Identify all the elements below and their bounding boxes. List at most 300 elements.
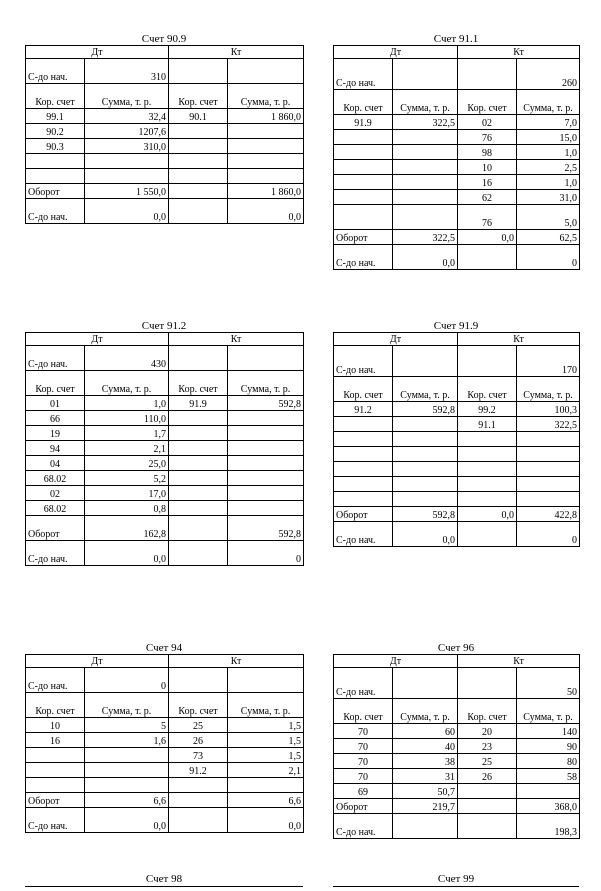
opening-credit bbox=[228, 59, 304, 84]
debit-sum: 1,0 bbox=[85, 396, 169, 411]
account-title-99: Счет 99 bbox=[437, 873, 475, 885]
opening-label: С-до нач. bbox=[26, 59, 85, 84]
turnover-credit-corr bbox=[458, 799, 517, 814]
debit-corr-account bbox=[26, 763, 85, 778]
debit-sum: 5 bbox=[85, 718, 169, 733]
table-row bbox=[334, 477, 580, 492]
corr-account-header: Кор. счет bbox=[26, 84, 85, 109]
table-row bbox=[334, 447, 580, 462]
debit-corr-account bbox=[334, 432, 393, 447]
debit-sum bbox=[85, 778, 169, 793]
credit-sum: 1 860,0 bbox=[228, 109, 304, 124]
account-title: Счет 94 bbox=[145, 642, 183, 654]
credit-sum: 2,1 bbox=[228, 763, 304, 778]
debit-corr-account bbox=[334, 160, 393, 175]
credit-corr-account bbox=[169, 471, 228, 486]
debit-corr-account: 90.2 bbox=[26, 124, 85, 139]
debit-corr-account bbox=[334, 417, 393, 432]
credit-corr-account: 91.2 bbox=[169, 763, 228, 778]
turnover-credit-corr: 0,0 bbox=[458, 507, 517, 522]
account-table bbox=[25, 332, 304, 566]
turnover-debit: 6,6 bbox=[85, 793, 169, 808]
credit-corr-account bbox=[169, 154, 228, 169]
debit-sum: 31 bbox=[393, 769, 458, 784]
table-row bbox=[26, 109, 304, 124]
closing-credit: 0 bbox=[517, 522, 580, 547]
credit-sum bbox=[517, 447, 580, 462]
credit-corr-account bbox=[169, 778, 228, 793]
closing-credit: 198,3 bbox=[517, 814, 580, 839]
opening-empty bbox=[458, 346, 517, 377]
credit-header: Кт bbox=[169, 46, 304, 59]
closing-empty bbox=[169, 199, 228, 224]
debit-corr-account: 70 bbox=[334, 724, 393, 739]
opening-credit: 170 bbox=[517, 346, 580, 377]
debit-sum bbox=[393, 432, 458, 447]
closing-debit: 0,0 bbox=[85, 541, 169, 566]
account-table bbox=[333, 332, 580, 547]
debit-corr-account bbox=[334, 477, 393, 492]
table-row bbox=[334, 784, 580, 799]
debit-header: Дт bbox=[334, 655, 458, 668]
debit-sum: 32,4 bbox=[85, 109, 169, 124]
table-row bbox=[26, 411, 304, 426]
opening-credit: 50 bbox=[517, 668, 580, 699]
credit-sum: 80 bbox=[517, 754, 580, 769]
sum-header: Сумма, т. р. bbox=[393, 699, 458, 724]
credit-sum bbox=[228, 486, 304, 501]
debit-corr-account: 19 bbox=[26, 426, 85, 441]
table-row bbox=[26, 396, 304, 411]
table-row bbox=[334, 432, 580, 447]
opening-label: С-до нач. bbox=[26, 346, 85, 371]
debit-sum bbox=[393, 205, 458, 230]
credit-sum bbox=[228, 471, 304, 486]
credit-sum bbox=[228, 456, 304, 471]
credit-corr-account: 76 bbox=[458, 205, 517, 230]
debit-sum: 1,7 bbox=[85, 426, 169, 441]
opening-debit bbox=[393, 668, 458, 699]
closing-debit: 0,0 bbox=[393, 522, 458, 547]
sum-header: Сумма, т. р. bbox=[393, 377, 458, 402]
credit-corr-account bbox=[458, 462, 517, 477]
credit-corr-account: 76 bbox=[458, 130, 517, 145]
table-row bbox=[334, 190, 580, 205]
debit-corr-account: 70 bbox=[334, 754, 393, 769]
debit-sum: 40 bbox=[393, 739, 458, 754]
credit-corr-account: 26 bbox=[458, 769, 517, 784]
opening-credit: 260 bbox=[517, 59, 580, 90]
corr-account-header: Кор. счет bbox=[169, 84, 228, 109]
table-row bbox=[26, 426, 304, 441]
closing-empty bbox=[169, 808, 228, 833]
debit-corr-account: 01 bbox=[26, 396, 85, 411]
account-table bbox=[25, 45, 304, 224]
account-block bbox=[333, 642, 579, 839]
credit-sum bbox=[517, 477, 580, 492]
credit-corr-account bbox=[169, 124, 228, 139]
table-row bbox=[334, 739, 580, 754]
debit-corr-account: 68.02 bbox=[26, 501, 85, 516]
debit-sum bbox=[85, 154, 169, 169]
debit-corr-account: 10 bbox=[26, 718, 85, 733]
turnover-label: Оборот bbox=[334, 799, 393, 814]
debit-header: Дт bbox=[26, 46, 169, 59]
credit-corr-account: 20 bbox=[458, 724, 517, 739]
debit-corr-account: 70 bbox=[334, 739, 393, 754]
table-row bbox=[334, 115, 580, 130]
table-row bbox=[334, 724, 580, 739]
credit-header: Кт bbox=[169, 333, 304, 346]
credit-corr-account bbox=[169, 169, 228, 184]
sum-header: Сумма, т. р. bbox=[228, 693, 304, 718]
debit-sum bbox=[393, 160, 458, 175]
turnover-credit: 592,8 bbox=[228, 516, 304, 541]
debit-corr-account bbox=[334, 190, 393, 205]
debit-corr-account bbox=[334, 205, 393, 230]
debit-header: Дт bbox=[26, 333, 169, 346]
debit-sum bbox=[393, 447, 458, 462]
debit-sum bbox=[393, 492, 458, 507]
table-row bbox=[334, 160, 580, 175]
debit-sum bbox=[393, 190, 458, 205]
closing-empty bbox=[458, 245, 517, 270]
table-row bbox=[334, 462, 580, 477]
table-row bbox=[334, 492, 580, 507]
credit-corr-account bbox=[169, 501, 228, 516]
credit-sum: 1,5 bbox=[228, 733, 304, 748]
closing-credit: 0,0 bbox=[228, 199, 304, 224]
account-block bbox=[333, 320, 579, 547]
credit-corr-account bbox=[458, 477, 517, 492]
opening-empty bbox=[458, 59, 517, 90]
closing-empty bbox=[458, 522, 517, 547]
credit-sum bbox=[228, 778, 304, 793]
credit-sum bbox=[228, 501, 304, 516]
debit-corr-account bbox=[334, 447, 393, 462]
corr-account-header: Кор. счет bbox=[334, 377, 393, 402]
opening-debit: 0 bbox=[85, 668, 169, 693]
debit-sum bbox=[393, 175, 458, 190]
account-title: Счет 91.9 bbox=[433, 320, 479, 332]
debit-sum: 1207,6 bbox=[85, 124, 169, 139]
credit-sum: 1,5 bbox=[228, 748, 304, 763]
sum-header: Сумма, т. р. bbox=[517, 699, 580, 724]
debit-corr-account: 91.2 bbox=[334, 402, 393, 417]
closing-debit: 0,0 bbox=[393, 245, 458, 270]
debit-sum: 592,8 bbox=[393, 402, 458, 417]
table-row bbox=[26, 456, 304, 471]
credit-corr-account: 23 bbox=[458, 739, 517, 754]
closing-credit: 0 bbox=[517, 245, 580, 270]
turnover-credit: 368,0 bbox=[517, 799, 580, 814]
debit-sum bbox=[393, 130, 458, 145]
debit-corr-account: 68.02 bbox=[26, 471, 85, 486]
opening-label: С-до нач. bbox=[334, 346, 393, 377]
opening-debit: 310 bbox=[85, 59, 169, 84]
corr-account-header: Кор. счет bbox=[26, 693, 85, 718]
credit-corr-account: 62 bbox=[458, 190, 517, 205]
debit-corr-account bbox=[26, 154, 85, 169]
debit-corr-account: 70 bbox=[334, 769, 393, 784]
debit-corr-account bbox=[334, 175, 393, 190]
debit-corr-account bbox=[26, 778, 85, 793]
debit-corr-account bbox=[26, 748, 85, 763]
opening-empty bbox=[169, 346, 228, 371]
credit-corr-account bbox=[458, 492, 517, 507]
turnover-label: Оборот bbox=[26, 184, 85, 199]
credit-corr-account bbox=[169, 139, 228, 154]
corr-account-header: Кор. счет bbox=[458, 377, 517, 402]
debit-sum bbox=[393, 462, 458, 477]
credit-sum: 322,5 bbox=[517, 417, 580, 432]
table-row bbox=[26, 778, 304, 793]
account-block bbox=[25, 320, 303, 566]
corr-account-header: Кор. счет bbox=[26, 371, 85, 396]
sum-header: Сумма, т. р. bbox=[228, 84, 304, 109]
credit-corr-account bbox=[458, 784, 517, 799]
closing-debit bbox=[393, 814, 458, 839]
credit-corr-account: 91.1 bbox=[458, 417, 517, 432]
credit-sum bbox=[228, 139, 304, 154]
closing-credit: 0,0 bbox=[228, 808, 304, 833]
credit-sum bbox=[517, 462, 580, 477]
turnover-label: Оборот bbox=[334, 230, 393, 245]
turnover-credit-corr bbox=[169, 793, 228, 808]
table-row bbox=[334, 205, 580, 230]
credit-header: Кт bbox=[458, 655, 580, 668]
debit-sum bbox=[85, 169, 169, 184]
credit-corr-account: 99.2 bbox=[458, 402, 517, 417]
table-row bbox=[26, 501, 304, 516]
credit-sum: 31,0 bbox=[517, 190, 580, 205]
credit-sum: 5,0 bbox=[517, 205, 580, 230]
table-row bbox=[26, 486, 304, 501]
debit-corr-account bbox=[334, 130, 393, 145]
turnover-label: Оборот bbox=[26, 516, 85, 541]
closing-label: С-до нач. bbox=[26, 808, 85, 833]
opening-debit: 430 bbox=[85, 346, 169, 371]
credit-sum: 100,3 bbox=[517, 402, 580, 417]
account-table bbox=[333, 45, 580, 270]
table-row bbox=[26, 718, 304, 733]
sum-header: Сумма, т. р. bbox=[85, 693, 169, 718]
debit-corr-account bbox=[334, 145, 393, 160]
turnover-credit: 422,8 bbox=[517, 507, 580, 522]
turnover-credit: 6,6 bbox=[228, 793, 304, 808]
debit-sum: 38 bbox=[393, 754, 458, 769]
table-top-rule bbox=[25, 886, 303, 887]
debit-corr-account: 66 bbox=[26, 411, 85, 426]
corr-account-header: Кор. счет bbox=[169, 371, 228, 396]
table-row bbox=[26, 748, 304, 763]
closing-label: С-до нач. bbox=[26, 199, 85, 224]
sum-header: Сумма, т. р. bbox=[517, 377, 580, 402]
credit-sum: 592,8 bbox=[228, 396, 304, 411]
credit-corr-account bbox=[169, 441, 228, 456]
debit-header: Дт bbox=[334, 333, 458, 346]
corr-account-header: Кор. счет bbox=[458, 90, 517, 115]
debit-sum: 60 bbox=[393, 724, 458, 739]
credit-corr-account: 25 bbox=[169, 718, 228, 733]
opening-empty bbox=[169, 59, 228, 84]
account-title-98: Счет 98 bbox=[145, 873, 183, 885]
debit-header: Дт bbox=[334, 46, 458, 59]
table-row bbox=[26, 169, 304, 184]
closing-credit: 0 bbox=[228, 541, 304, 566]
debit-corr-account: 94 bbox=[26, 441, 85, 456]
credit-corr-account: 10 bbox=[458, 160, 517, 175]
debit-sum bbox=[393, 417, 458, 432]
table-row bbox=[26, 124, 304, 139]
opening-label: С-до нач. bbox=[26, 668, 85, 693]
table-row bbox=[26, 733, 304, 748]
credit-sum bbox=[228, 124, 304, 139]
debit-corr-account: 04 bbox=[26, 456, 85, 471]
opening-debit bbox=[393, 59, 458, 90]
debit-corr-account: 90.3 bbox=[26, 139, 85, 154]
turnover-credit-corr: 0,0 bbox=[458, 230, 517, 245]
turnover-debit: 322,5 bbox=[393, 230, 458, 245]
credit-sum bbox=[228, 441, 304, 456]
credit-sum bbox=[228, 154, 304, 169]
closing-debit: 0,0 bbox=[85, 199, 169, 224]
opening-label: С-до нач. bbox=[334, 668, 393, 699]
credit-corr-account: 91.9 bbox=[169, 396, 228, 411]
debit-sum: 1,6 bbox=[85, 733, 169, 748]
table-row bbox=[334, 769, 580, 784]
debit-corr-account: 02 bbox=[26, 486, 85, 501]
closing-label: С-до нач. bbox=[334, 245, 393, 270]
table-row bbox=[26, 441, 304, 456]
credit-header: Кт bbox=[458, 46, 580, 59]
credit-sum bbox=[228, 411, 304, 426]
table-row bbox=[26, 139, 304, 154]
account-title: Счет 91.2 bbox=[141, 320, 187, 332]
debit-corr-account: 69 bbox=[334, 784, 393, 799]
turnover-debit: 592,8 bbox=[393, 507, 458, 522]
credit-sum: 1,0 bbox=[517, 175, 580, 190]
credit-corr-account bbox=[169, 426, 228, 441]
credit-sum: 90 bbox=[517, 739, 580, 754]
closing-label: С-до нач. bbox=[334, 522, 393, 547]
table-row bbox=[334, 130, 580, 145]
credit-sum bbox=[228, 426, 304, 441]
debit-sum: 322,5 bbox=[393, 115, 458, 130]
table-row bbox=[26, 471, 304, 486]
turnover-credit-corr bbox=[169, 516, 228, 541]
credit-corr-account: 25 bbox=[458, 754, 517, 769]
debit-corr-account bbox=[334, 492, 393, 507]
opening-credit bbox=[228, 668, 304, 693]
table-row bbox=[334, 754, 580, 769]
sum-header: Сумма, т. р. bbox=[393, 90, 458, 115]
credit-header: Кт bbox=[458, 333, 580, 346]
opening-label: С-до нач. bbox=[334, 59, 393, 90]
credit-corr-account: 98 bbox=[458, 145, 517, 160]
turnover-debit: 1 550,0 bbox=[85, 184, 169, 199]
account-block bbox=[25, 642, 303, 833]
account-block bbox=[333, 33, 579, 270]
account-table bbox=[333, 654, 580, 839]
corr-account-header: Кор. счет bbox=[169, 693, 228, 718]
credit-corr-account: 73 bbox=[169, 748, 228, 763]
table-row bbox=[334, 175, 580, 190]
debit-sum: 17,0 bbox=[85, 486, 169, 501]
credit-sum: 1,0 bbox=[517, 145, 580, 160]
closing-label: С-до нач. bbox=[26, 541, 85, 566]
credit-sum bbox=[517, 784, 580, 799]
closing-empty bbox=[458, 814, 517, 839]
credit-corr-account: 02 bbox=[458, 115, 517, 130]
debit-sum: 0,8 bbox=[85, 501, 169, 516]
opening-empty bbox=[458, 668, 517, 699]
credit-corr-account bbox=[458, 447, 517, 462]
credit-corr-account: 90.1 bbox=[169, 109, 228, 124]
closing-empty bbox=[169, 541, 228, 566]
turnover-label: Оборот bbox=[334, 507, 393, 522]
table-row bbox=[26, 154, 304, 169]
debit-sum: 110,0 bbox=[85, 411, 169, 426]
turnover-credit: 62,5 bbox=[517, 230, 580, 245]
credit-corr-account bbox=[169, 486, 228, 501]
credit-sum bbox=[517, 492, 580, 507]
debit-corr-account: 99.1 bbox=[26, 109, 85, 124]
turnover-credit-corr bbox=[169, 184, 228, 199]
debit-sum bbox=[393, 477, 458, 492]
sum-header: Сумма, т. р. bbox=[85, 371, 169, 396]
debit-sum bbox=[85, 748, 169, 763]
table-row bbox=[334, 417, 580, 432]
opening-empty bbox=[169, 668, 228, 693]
sum-header: Сумма, т. р. bbox=[85, 84, 169, 109]
turnover-credit: 1 860,0 bbox=[228, 184, 304, 199]
debit-corr-account bbox=[26, 169, 85, 184]
table-top-rule bbox=[333, 886, 579, 887]
credit-sum: 140 bbox=[517, 724, 580, 739]
account-title: Счет 96 bbox=[437, 642, 475, 654]
account-table bbox=[25, 654, 304, 833]
turnover-debit: 162,8 bbox=[85, 516, 169, 541]
debit-sum: 25,0 bbox=[85, 456, 169, 471]
sum-header: Сумма, т. р. bbox=[517, 90, 580, 115]
closing-debit: 0,0 bbox=[85, 808, 169, 833]
credit-corr-account: 26 bbox=[169, 733, 228, 748]
debit-corr-account bbox=[334, 462, 393, 477]
credit-corr-account bbox=[458, 432, 517, 447]
sum-header: Сумма, т. р. bbox=[228, 371, 304, 396]
corr-account-header: Кор. счет bbox=[458, 699, 517, 724]
debit-corr-account: 16 bbox=[26, 733, 85, 748]
credit-sum: 1,5 bbox=[228, 718, 304, 733]
debit-sum: 50,7 bbox=[393, 784, 458, 799]
table-row bbox=[334, 145, 580, 160]
credit-sum: 58 bbox=[517, 769, 580, 784]
account-title: Счет 90.9 bbox=[141, 33, 187, 45]
turnover-label: Оборот bbox=[26, 793, 85, 808]
table-row bbox=[334, 402, 580, 417]
credit-sum bbox=[228, 169, 304, 184]
credit-corr-account: 16 bbox=[458, 175, 517, 190]
turnover-debit: 219,7 bbox=[393, 799, 458, 814]
debit-sum: 2,1 bbox=[85, 441, 169, 456]
credit-sum bbox=[517, 432, 580, 447]
corr-account-header: Кор. счет bbox=[334, 699, 393, 724]
credit-corr-account bbox=[169, 411, 228, 426]
debit-sum bbox=[393, 145, 458, 160]
debit-sum bbox=[85, 763, 169, 778]
opening-credit bbox=[228, 346, 304, 371]
